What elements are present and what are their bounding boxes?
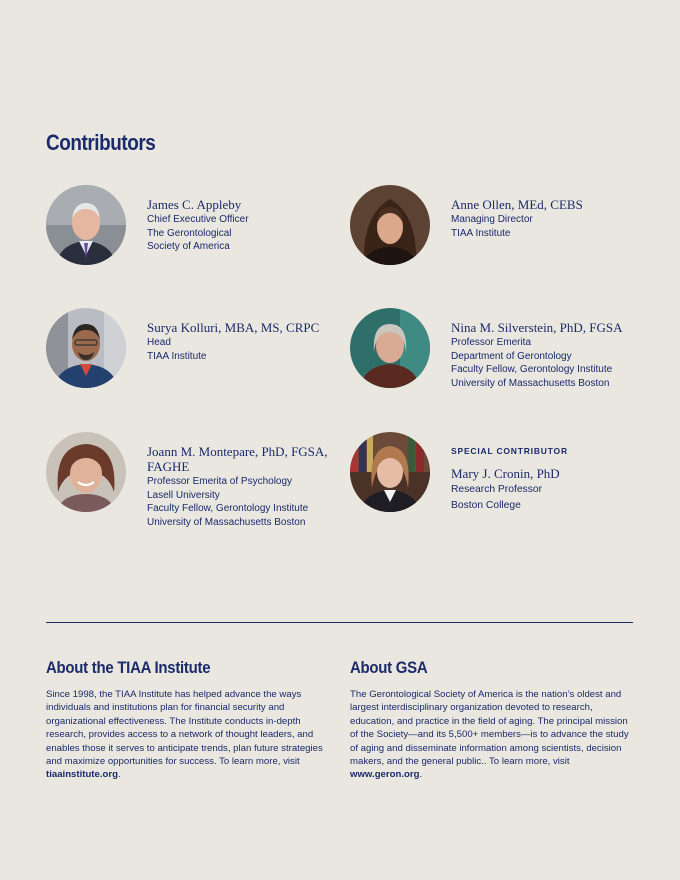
page-title: Contributors (46, 130, 156, 155)
contributor-card (350, 185, 640, 295)
contributor-affiliation: The Gerontological (147, 227, 232, 239)
about-gsa-end: . (419, 769, 423, 781)
contributor-name: Mary J. Cronin, PhD (451, 466, 560, 481)
contributor-card (350, 308, 640, 418)
contributor-card (350, 432, 640, 542)
about-gsa-body (350, 688, 635, 782)
about-gsa-section (350, 658, 635, 782)
contributor-photo (46, 308, 126, 388)
special-contributor-label: SPECIAL CONTRIBUTOR (451, 446, 568, 456)
about-tiaa-body (46, 688, 331, 782)
contributor-photo (350, 432, 430, 512)
contributor-title: Professor Emerita (451, 337, 532, 348)
contributor-affiliation: Boston College (451, 500, 521, 511)
contributor-affiliation: Faculty Fellow, Gerontology Institute (451, 364, 613, 375)
contributor-name: James C. Appleby (147, 197, 242, 212)
contributor-photo (46, 432, 126, 512)
contributor-title: Research Professor (451, 484, 542, 495)
tiaa-link[interactable]: tiaainstitute.org (46, 769, 118, 781)
contributor-affiliation: Department of Gerontology (451, 350, 572, 362)
contributor-affiliation: TIAA Institute (147, 350, 207, 362)
contributor-photo (350, 185, 430, 265)
about-tiaa-heading: About the TIAA Institute (46, 658, 211, 677)
contributor-title: Chief Executive Officer (147, 214, 249, 225)
about-gsa-heading: About GSA (350, 658, 428, 677)
contributor-photo (46, 185, 126, 265)
gsa-link[interactable]: www.geron.org (350, 769, 420, 781)
contributor-name: Surya Kolluri, MBA, MS, CRPC (147, 320, 320, 335)
about-tiaa-end: . (117, 769, 121, 781)
about-gsa-text: The Gerontological Society of America is the nation’s oldest and largest interdisciplinary organization devoted to research, education, and practice in the field of aging. The principal mission of the Society—and its 5,500+ members—is to advance the study of aging and disseminate information among scientists, decision makers, and the general public.. To learn more, visit (350, 689, 629, 768)
contributor-affiliation: Society of America (147, 241, 230, 252)
about-tiaa-text: Since 1998, the TIAA Institute has helped advance the ways individuals and institutions plan for financial security and organizational effectiveness. The Institute conducts in-depth research, provides access to a network of thought leaders, and enables those it serves to anticipate trends, plan future strategies and maximize opportunities for success. To learn more, visit (46, 689, 323, 768)
contributor-name: Nina M. Silverstein, PhD, FGSA (451, 320, 623, 335)
about-tiaa-section (46, 658, 331, 782)
contributor-name: Joann M. Montepare, PhD, FGSA, FAGHE (147, 444, 328, 474)
contributor-affiliation: TIAA Institute (451, 227, 511, 239)
contributor-card (46, 308, 336, 418)
contributor-photo (350, 308, 430, 388)
contributor-title: Professor Emerita of Psychology (147, 476, 293, 487)
contributor-affiliation: University of Massachusetts Boston (451, 377, 610, 389)
section-divider (46, 622, 633, 623)
contributor-card (46, 185, 336, 295)
contributor-affiliation: Lasell University (147, 489, 220, 501)
contributor-title: Head (147, 337, 171, 348)
contributor-card (46, 432, 336, 542)
contributor-affiliation: Faculty Fellow, Gerontology Institute (147, 503, 309, 514)
contributor-title: Managing Director (451, 214, 533, 225)
contributor-affiliation: University of Massachusetts Boston (147, 516, 306, 528)
contributor-name: Anne Ollen, MEd, CEBS (451, 197, 583, 212)
